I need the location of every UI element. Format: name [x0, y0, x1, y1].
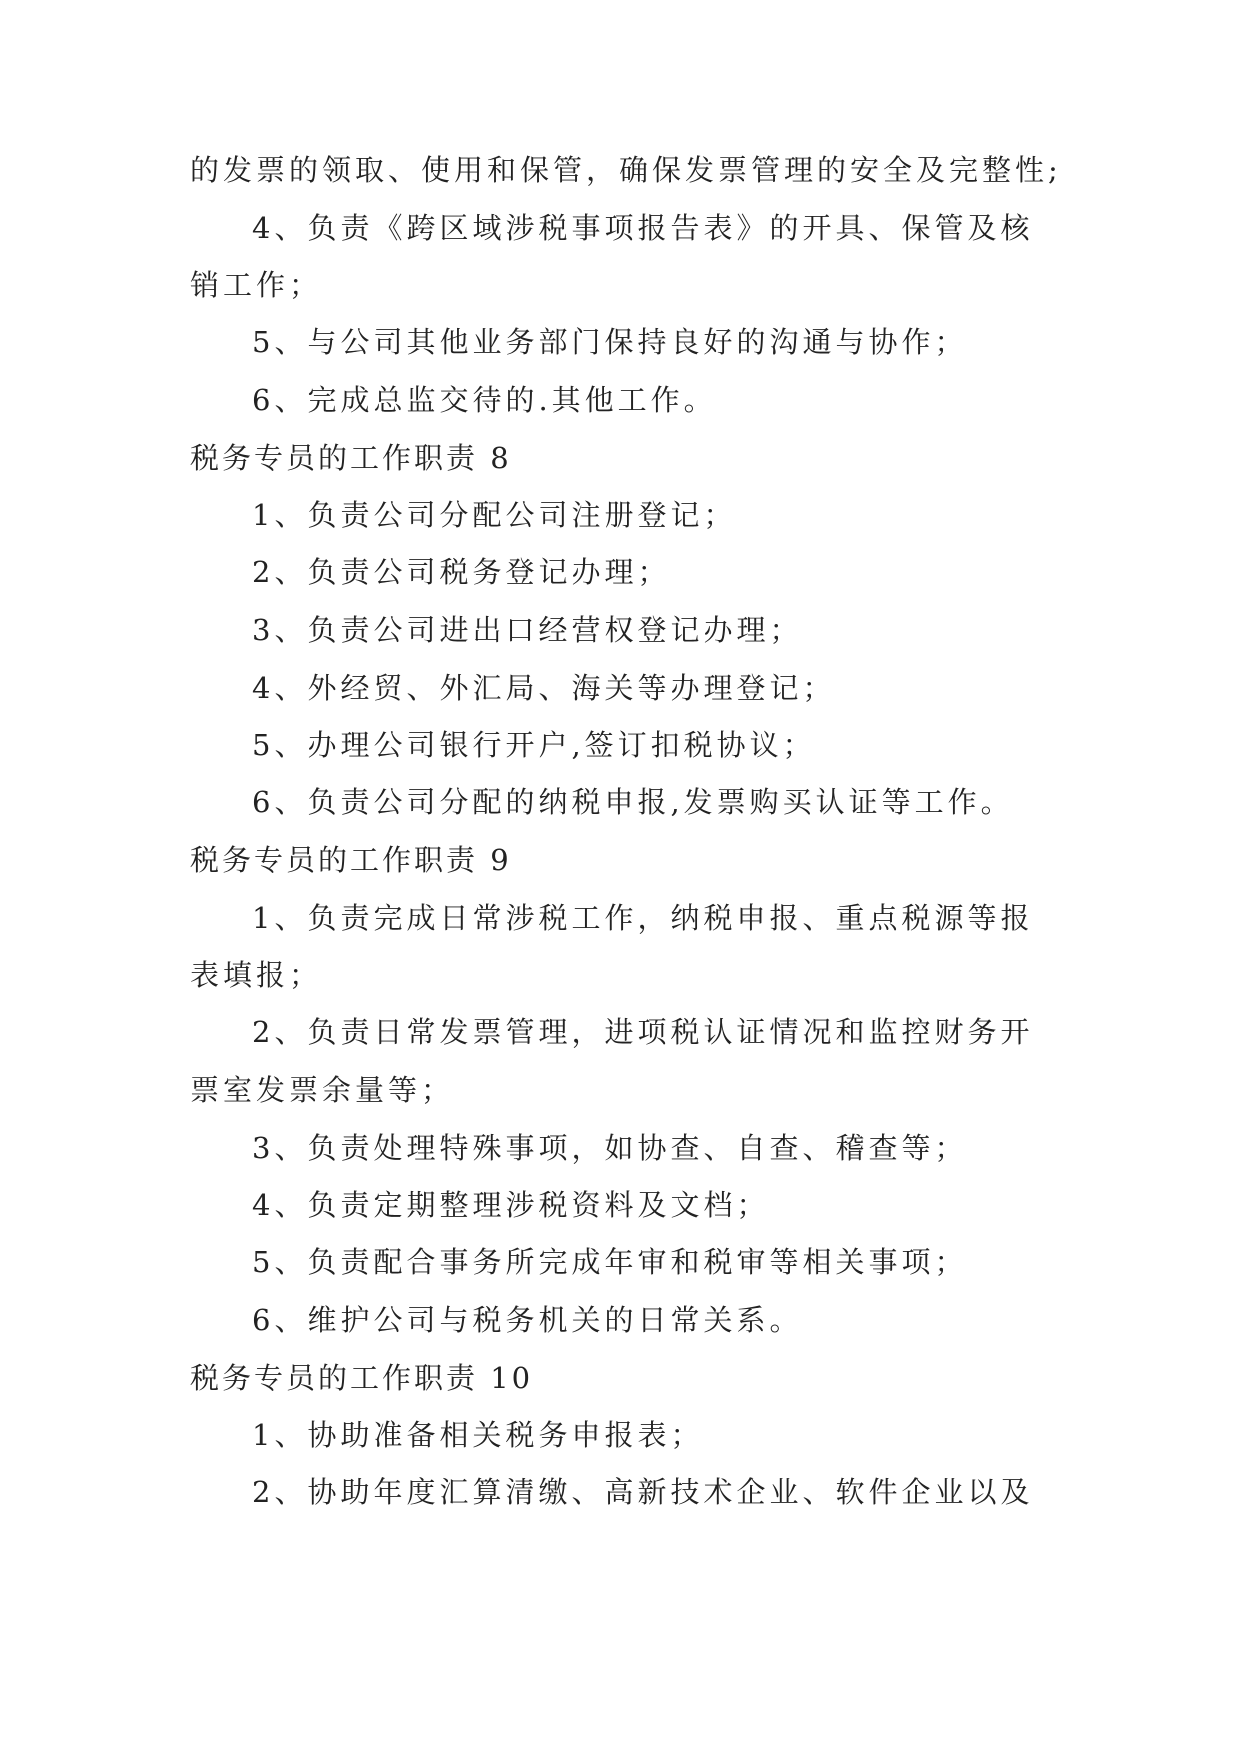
list-item: 2、负责日常发票管理，进项税认证情况和监控财务开 — [252, 1015, 1034, 1049]
list-item: 6、维护公司与税务机关的日常关系。 — [252, 1303, 803, 1337]
list-item: 2、协助年度汇算清缴、高新技术企业、软件企业以及 — [252, 1475, 1034, 1509]
text-line: 的发票的领取、使用和保管，确保发票管理的安全及完整性; — [190, 153, 1062, 187]
text-line: 票室发票余量等； — [190, 1073, 455, 1107]
list-item: 4、外经贸、外汇局、海关等办理登记； — [252, 671, 836, 705]
list-item: 2、负责公司税务登记办理； — [252, 555, 671, 589]
list-item: 1、协助准备相关税务申报表； — [252, 1418, 704, 1452]
section-heading: 税务专员的工作职责 9 — [190, 843, 512, 877]
text-line: 表填报； — [190, 958, 323, 992]
list-item: 3、负责公司进出口经营权登记办理； — [252, 613, 803, 647]
list-item: 5、负责配合事务所完成年审和税审等相关事项； — [252, 1245, 968, 1279]
section-heading: 税务专员的工作职责 8 — [190, 441, 512, 475]
list-item: 4、负责定期整理涉税资料及文档； — [252, 1188, 770, 1222]
text-line: 销工作； — [190, 268, 323, 302]
list-item: 6、负责公司分配的纳税申报,发票购买认证等工作。 — [252, 785, 1014, 819]
list-item: 3、负责处理特殊事项，如协查、自查、稽查等； — [252, 1131, 968, 1165]
list-item: 1、负责公司分配公司注册登记； — [252, 498, 737, 532]
list-item: 5、与公司其他业务部门保持良好的沟通与协作； — [252, 325, 968, 359]
list-item: 4、负责《跨区域涉税事项报告表》的开具、保管及核 — [252, 211, 1034, 245]
list-item: 6、完成总监交待的.其他工作。 — [252, 383, 717, 417]
section-heading: 税务专员的工作职责 10 — [190, 1361, 534, 1395]
list-item: 5、办理公司银行开户,签订扣税协议； — [252, 728, 816, 762]
list-item: 1、负责完成日常涉税工作，纳税申报、重点税源等报 — [252, 901, 1034, 935]
